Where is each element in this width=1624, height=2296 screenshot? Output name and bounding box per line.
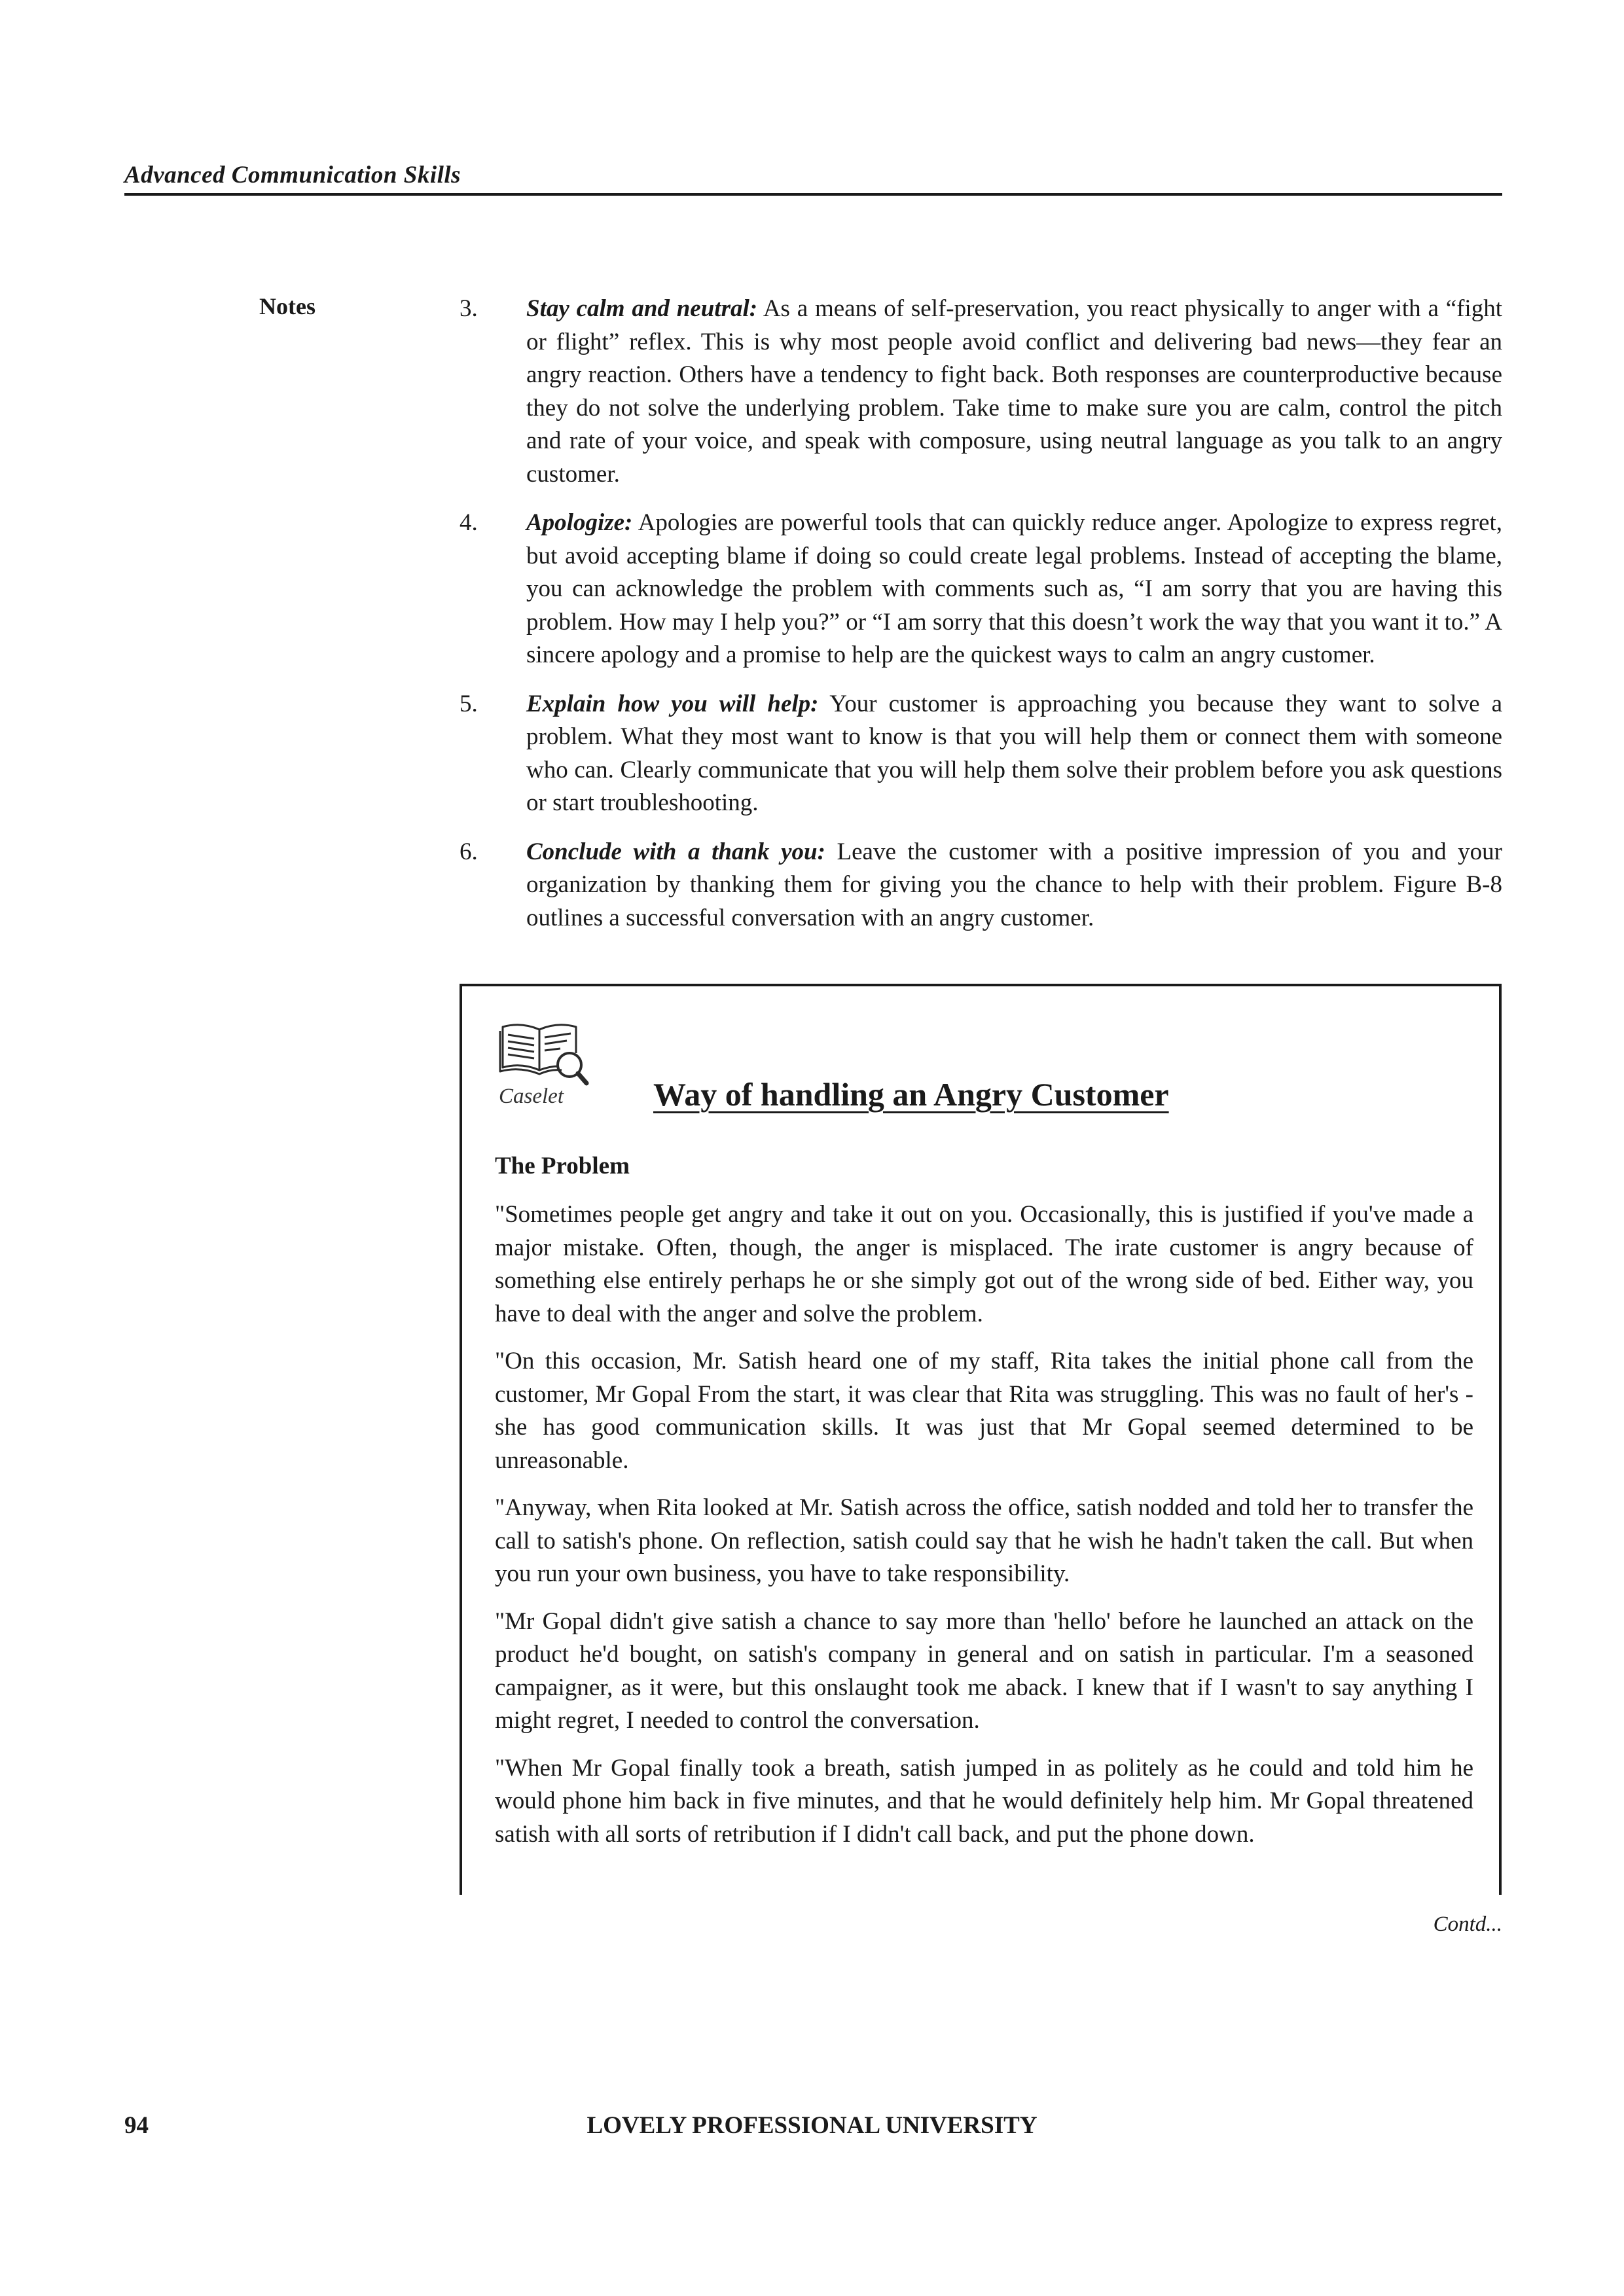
list-item-text: Your customer is approaching you because they want to solve a problem. What they most want to know is that you will help them or connect them with someone who can. Clearly communicate that you will help them solve their problem before you ask questions or start troubleshooting. (526, 690, 1502, 816)
caselet-paragraph: "Mr Gopal didn't give satish a chance to say more than 'hello' before he launched an attack on the product he'd bought, on satish's company in general and on satish in particular. I'm a seasoned campaigner, as it were, but this onslaught took me aback. I knew that if I wasn't to say anything I might regret, I needed to control the conversation. (495, 1607, 1473, 1734)
caselet-paragraph: "Anyway, when Rita looked at Mr. Satish across the office, satish nodded and told her to transfer the call to satish's phone. On reflection, satish could say that he wish he hadn't taken the call. But when you run your own business, you have to take responsibility. (495, 1494, 1473, 1587)
caselet-body (495, 1150, 1473, 1865)
list-item (460, 507, 1502, 672)
caselet-paragraph: "On this occasion, Mr. Satish heard one of my staff, Rita takes the initial phone call from the customer, Mr Gopal From the start, it was clear that Rita was struggling. This was no fault of her's - she has good communication skills. It was just that Mr Gopal seemed determined to be unreasonable. (495, 1348, 1473, 1474)
running-header: Advanced Communication Skills (124, 162, 461, 188)
header-rule (124, 193, 1502, 196)
list-item-lead: Conclude with a thank you: (526, 838, 825, 865)
problem-heading: The Problem (495, 1153, 630, 1179)
list-item-number: 6. (460, 838, 478, 865)
list-item-number: 5. (460, 690, 478, 717)
list-item-number: 4. (460, 509, 478, 536)
list-item-number: 3. (460, 295, 478, 322)
numbered-list (460, 293, 1502, 950)
list-item (460, 293, 1502, 491)
list-item-text: Leave the customer with a positive impression of you and your organization by thanking them for giving you the chance to help with their problem. Figure B-8 outlines a successful conversation with an angry customer. (526, 838, 1502, 931)
list-item-lead: Stay calm and neutral: (526, 295, 758, 322)
footer-university: LOVELY PROFESSIONAL UNIVERSITY (586, 2112, 1038, 2139)
list-item (460, 688, 1502, 820)
caselet-tag: Caselet (499, 1085, 564, 1108)
caselet-paragraph: "Sometimes people get angry and take it out on you. Occasionally, this is justified if you've made a major mistake. Often, though, the anger is misplaced. The irate customer is angry because of something else entirely perhaps he or she simply got out of the wrong side of bed. Either way, you have to deal with the anger and solve the problem. (495, 1201, 1473, 1327)
caselet-paragraph: "When Mr Gopal finally took a breath, satish jumped in as politely as he could and told him he would phone him back in five minutes, and that he would definitely help him. Mr Gopal threatened satish with all sorts of retribution if I didn't call back, and put the phone down. (495, 1754, 1473, 1848)
continued-note: Contd... (1433, 1912, 1502, 1936)
caselet-title: Way of handling an Angry Customer (653, 1076, 1169, 1113)
caselet-box (460, 984, 1502, 1895)
list-item (460, 836, 1502, 935)
list-item-text: Apologies are powerful tools that can quickly reduce anger. Apologize to express regret, but avoid accepting blame if doing so could create legal problems. Instead of accepting the blame, you can acknowledge the problem with comments such as, “I am sorry that you are having this problem. How may I help you?” or “I am sorry that this doesn’t work the way that you want it to.” A sincere apology and a promise to help are the quickest ways to calm an angry customer. (526, 509, 1502, 668)
list-item-lead: Explain how you will help: (526, 690, 819, 717)
notes-margin-label: Notes (259, 293, 316, 319)
list-item-text: As a means of self-preservation, you react physically to anger with a “fight or flight” reflex. This is why most people avoid conflict and delivering bad news—they fear an angry reaction. Others have a tendency to fight back. Both responses are counterproductive because they do not solve the underlying problem. Take time to make sure you are calm, control the pitch and rate of your voice, and speak with composure, using neutral language as you talk to an angry customer. (526, 295, 1502, 488)
page-number: 94 (124, 2112, 149, 2139)
book-magnifier-icon (499, 1014, 590, 1086)
list-item-lead: Apologize: (526, 509, 633, 536)
